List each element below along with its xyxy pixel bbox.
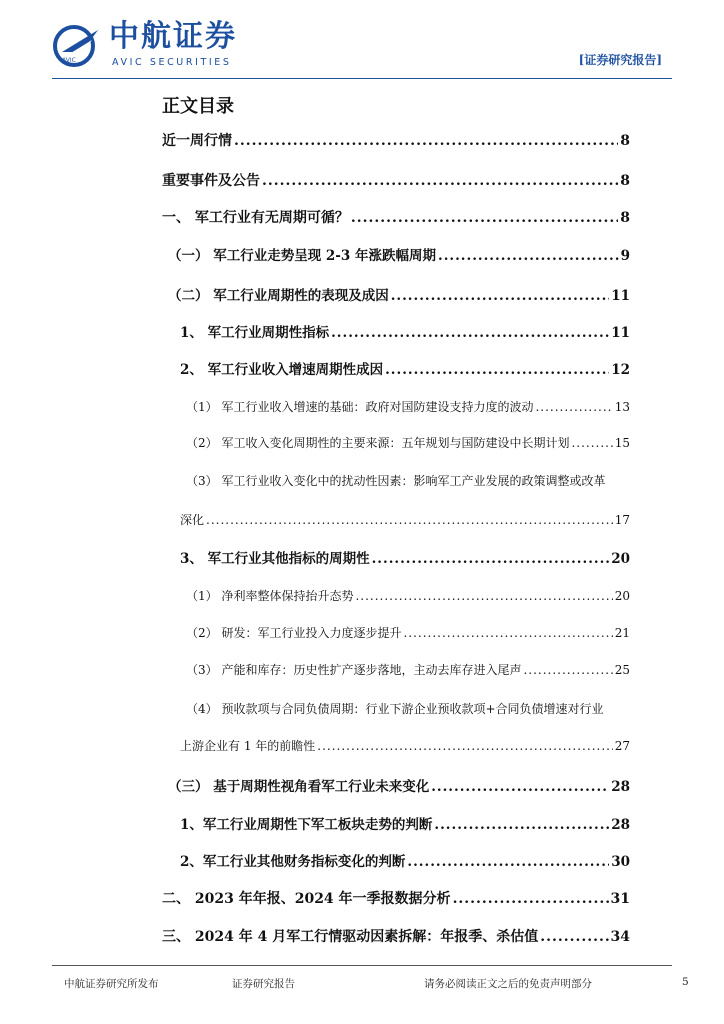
leader-dots	[331, 325, 609, 341]
leader-dots	[438, 248, 619, 264]
toc-page-number: 21	[614, 626, 630, 640]
toc-entry[interactable]	[180, 737, 630, 754]
toc-entry[interactable]	[180, 813, 630, 833]
toc-entry-title: 一、 军工行业有无周期可循？	[162, 210, 349, 226]
toc-entry-title: 2、军工行业其他财务指标变化的判断	[180, 854, 406, 870]
toc-entry[interactable]	[162, 170, 630, 190]
toc-entry-title: 深化	[180, 513, 205, 527]
toc-entry[interactable]	[162, 926, 630, 946]
toc-page-number: 11	[611, 325, 630, 341]
toc-page-number: 8	[620, 133, 630, 149]
brand-name-en: AVIC SECURITIES	[112, 57, 232, 68]
toc-entry[interactable]	[162, 130, 630, 150]
toc-entry-title: 2、 军工行业收入增速周期性成因	[180, 362, 384, 378]
toc-entry[interactable]	[162, 207, 630, 227]
toc-page-number: 8	[620, 210, 630, 226]
toc-entry[interactable]	[168, 244, 630, 264]
toc-entry-title: （3） 产能和库存：历史性扩产逐步落地，主动去库存进入尾声	[186, 663, 522, 677]
toc-entry[interactable]	[180, 547, 630, 567]
toc-entry[interactable]	[186, 624, 630, 641]
toc-page-number: 17	[614, 513, 630, 527]
toc-entry-title: 上游企业有 1 年的前瞻性	[180, 739, 316, 753]
leader-dots	[523, 663, 612, 677]
leader-dots	[317, 739, 612, 753]
toc-page-number: 12	[611, 362, 630, 378]
toc-page-number: 8	[620, 173, 630, 189]
toc-entry-title: 三、 2024 年 4 月军工行情驱动因素拆解：年报季、杀估值	[162, 929, 539, 945]
toc-page-number: 27	[614, 739, 630, 753]
toc-entry-title: （2） 研发：军工行业投入力度逐步提升	[186, 626, 402, 640]
toc-page-number: 28	[611, 817, 630, 833]
toc-page-number: 28	[611, 779, 630, 795]
toc-entry[interactable]	[168, 284, 630, 304]
leader-dots	[262, 173, 618, 189]
toc-entry-title: 近一周行情	[162, 133, 232, 149]
leader-dots	[234, 133, 618, 149]
report-type-tag: [证券研究报告]	[578, 53, 662, 67]
toc-entry[interactable]	[180, 511, 630, 528]
toc-page-number: 30	[611, 854, 630, 870]
toc-entry-title: 3、 军工行业其他指标的周期性	[180, 551, 370, 567]
toc-page-number: 15	[614, 436, 630, 450]
toc-page-number: 20	[614, 589, 630, 603]
toc-entry-title: （1） 净利率整体保持抬升态势	[186, 589, 354, 603]
leader-dots	[391, 288, 610, 304]
toc-entry-title: （2） 军工收入变化周期性的主要来源：五年规划与国防建设中长期计划	[186, 436, 570, 450]
leader-dots	[434, 817, 609, 833]
toc-page-number: 9	[620, 248, 630, 264]
toc-page-number: 20	[611, 551, 630, 567]
toc-entry[interactable]	[162, 888, 630, 908]
footer-publisher: 中航证券研究所发布	[64, 978, 159, 990]
footer-disclaimer-note: 请务必阅读正文之后的免责声明部分	[424, 978, 592, 990]
toc-entry[interactable]	[186, 434, 630, 451]
toc-page-number: 11	[611, 288, 630, 304]
toc-entry-title: 1、军工行业周期性下军工板块走势的判断	[180, 817, 433, 833]
toc-page-number: 25	[614, 663, 630, 677]
leader-dots	[535, 400, 612, 414]
leader-dots	[372, 551, 610, 567]
toc-entry[interactable]	[180, 850, 630, 870]
toc-entry[interactable]	[180, 358, 630, 378]
toc-entry[interactable]	[186, 587, 630, 604]
leader-dots	[351, 210, 618, 226]
leader-dots	[355, 589, 612, 603]
leader-dots	[431, 779, 609, 795]
leader-dots	[407, 854, 609, 870]
leader-dots	[540, 929, 608, 945]
toc-page-number: 13	[614, 400, 630, 414]
toc-entry-title[interactable]: （3） 军工行业收入变化中的扰动性因素：影响军工产业发展的政策调整或改革	[186, 474, 606, 488]
footer-divider	[52, 965, 672, 966]
toc-entry[interactable]	[168, 775, 630, 795]
toc-entry[interactable]	[186, 661, 630, 678]
toc-page-number: 34	[610, 929, 630, 945]
toc-entry-title: 二、 2023 年年报、2024 年一季报数据分析	[162, 891, 451, 907]
toc-entry-title: （一） 军工行业走势呈现 2-3 年涨跌幅周期	[168, 248, 436, 264]
footer-report-type: 证券研究报告	[232, 978, 295, 990]
toc-entry[interactable]	[180, 321, 630, 341]
leader-dots	[206, 513, 613, 527]
toc-entry-title: （二） 军工行业周期性的表现及成因	[168, 288, 389, 304]
toc-entry-title: （三） 基于周期性视角看军工行业未来变化	[168, 779, 430, 795]
toc-page-number: 31	[610, 891, 630, 907]
toc-title: 正文目录	[162, 96, 234, 117]
page-number: 5	[682, 976, 689, 988]
toc-entry-title[interactable]: （4） 预收款项与合同负债周期：行业下游企业预收款项+合同负债增速对行业	[186, 702, 604, 716]
toc-entry-title: 1、 军工行业周期性指标	[180, 325, 330, 341]
leader-dots	[385, 362, 609, 378]
svg-text:AVIC: AVIC	[62, 57, 76, 64]
leader-dots	[571, 436, 612, 450]
brand-name-cn: 中航证券	[109, 19, 237, 54]
toc-entry-title: 重要事件及公告	[162, 173, 260, 189]
leader-dots	[403, 626, 612, 640]
toc-entry[interactable]	[186, 398, 630, 415]
leader-dots	[453, 891, 609, 907]
toc-entry-title: （1） 军工行业收入增速的基础：政府对国防建设支持力度的波动	[186, 400, 534, 414]
